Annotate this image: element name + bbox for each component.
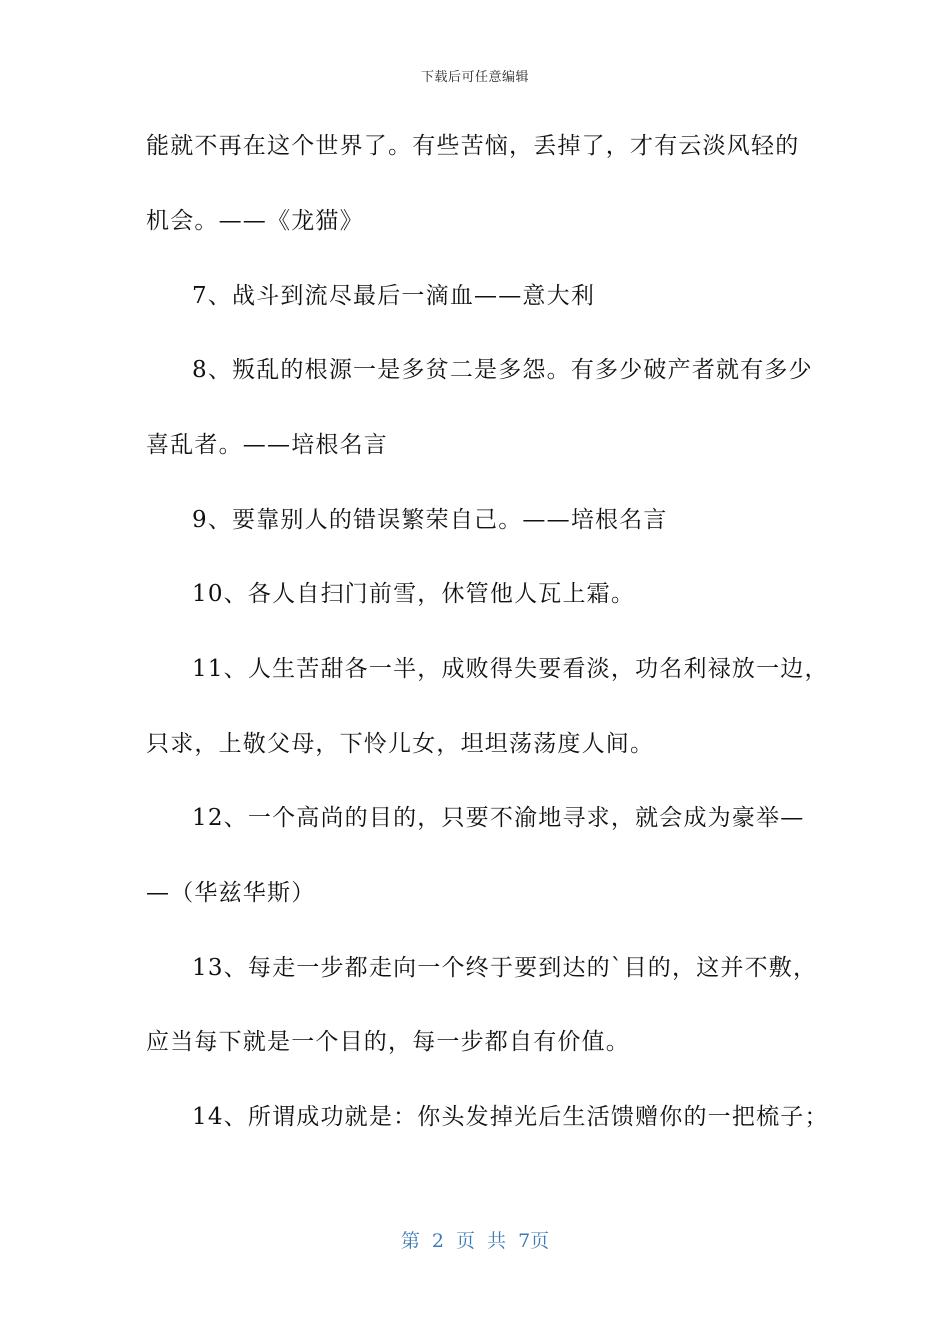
text-line: 13、每走一步都走向一个终于要到达的`目的，这并不敷， [192,955,818,981]
text-line: 只求，上敬父母，下怜儿女，坦坦荡荡度人间。 [146,731,655,757]
page-header: 下载后可任意编辑 [420,70,529,85]
page-number-footer: 第 2 页 共 7页 [400,1230,550,1252]
text-line: 机会。——《龙猫》 [146,208,364,234]
text-line: 12、一个高尚的目的，只要不渝地寻求，就会成为豪举— [192,805,805,831]
text-line: 7、战斗到流尽最后一滴血——意大利 [192,283,596,309]
text-line: 喜乱者。——培根名言 [146,432,388,458]
text-line: 14、所谓成功就是：你头发掉光后生活馈赠你的一把梳子； [192,1104,829,1130]
text-line: —（华兹华斯） [146,880,316,906]
text-line: 8、叛乱的根源一是多贫二是多怨。有多少破产者就有多少 [192,357,813,383]
text-line: 10、各人自扫门前雪，休管他人瓦上霜。 [192,581,636,607]
text-line: 9、要靠别人的错误繁荣自己。——培根名言 [192,507,668,533]
text-line: 能就不再在这个世界了。有些苦恼，丢掉了，才有云淡风轻的 [146,133,800,159]
text-line: 应当每下就是一个目的，每一步都自有价值。 [146,1029,630,1055]
text-line: 11、人生苦甜各一半，成败得失要看淡，功名利禄放一边， [192,656,829,682]
